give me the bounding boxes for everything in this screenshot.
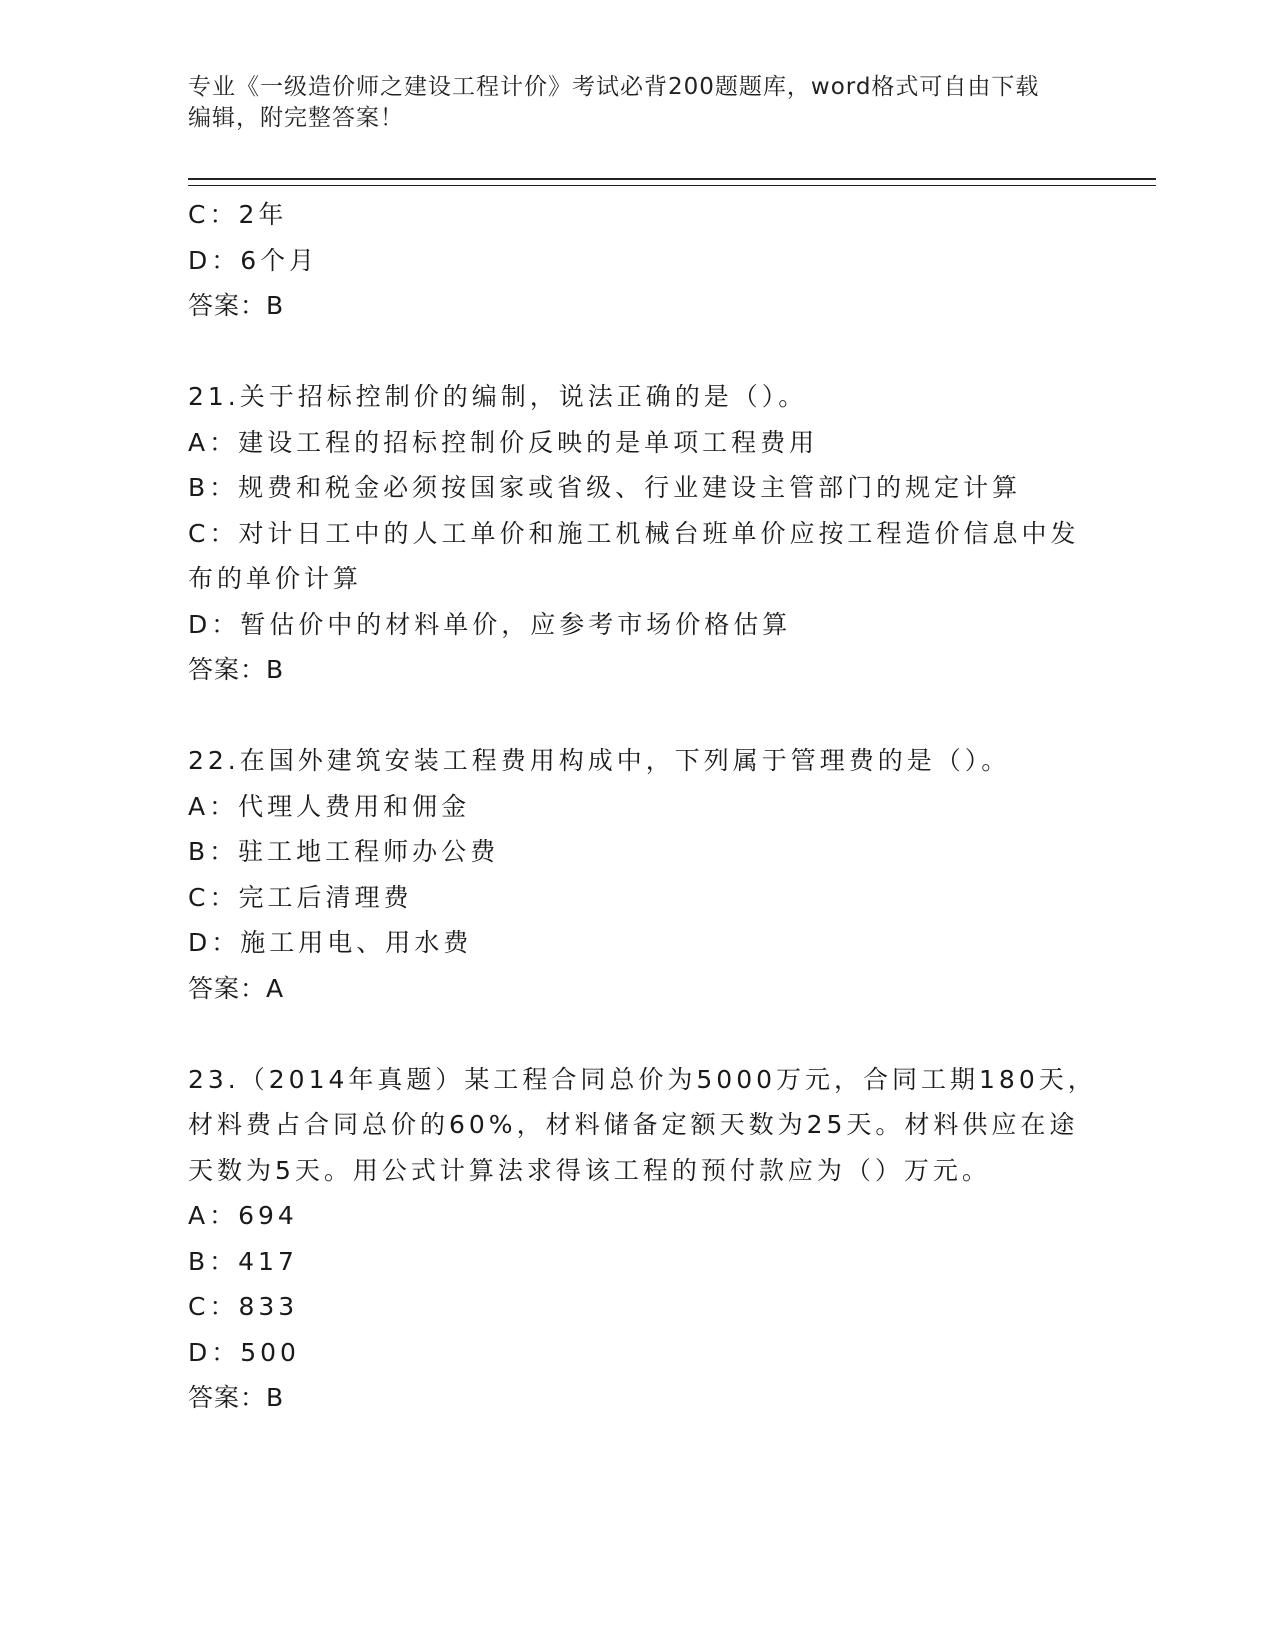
header-divider: [188, 178, 1156, 186]
option-a: A：代理人费用和佣金: [188, 791, 471, 821]
question-stem: 23.（2014年真题）某工程合同总价为5000万元，合同工期180天，: [188, 1064, 1097, 1094]
option-d: D：暂估价中的材料单价，应参考市场价格估算: [188, 609, 792, 639]
question-20-tail: [188, 192, 1088, 329]
spacer: [188, 693, 1088, 739]
question-21: [188, 374, 1088, 693]
question-23: [188, 1057, 1097, 1421]
option-b: B：规费和税金必须按国家或省级、行业建设主管部门的规定计算: [188, 473, 1022, 502]
option-c-continued: 布的单价计算: [188, 564, 363, 593]
option-c: C：2年: [188, 200, 288, 229]
option-d: D：施工用电、用水费: [188, 928, 473, 957]
question-list: [188, 192, 1097, 1421]
spacer: [188, 1011, 1088, 1057]
question-stem-continued: 天数为5天。用公式计算法求得该工程的预付款应为（）万元。: [188, 1155, 991, 1185]
question-22: [188, 738, 1088, 1011]
header-title-line-2: 编辑，附完整答案！: [188, 105, 404, 131]
option-c: C：对计日工中的人工单价和施工机械台班单价应按工程造价信息中发: [188, 518, 1080, 548]
answer: 答案：B: [188, 1383, 285, 1412]
question-stem: 21.关于招标控制价的编制，说法正确的是（）。: [188, 382, 808, 411]
option-b: B：417: [188, 1246, 298, 1276]
option-c: C：833: [188, 1292, 299, 1321]
option-b: B：驻工地工程师办公费: [188, 837, 500, 866]
option-d: D：6个月: [188, 245, 319, 275]
header-title-line-1: 专业《一级造价师之建设工程计价》考试必背200题题库，word格式可自由下载: [188, 74, 1040, 100]
answer: 答案：B: [188, 291, 285, 320]
option-a: A：694: [188, 1201, 298, 1230]
spacer: [188, 329, 1088, 375]
option-d: D：500: [188, 1337, 300, 1367]
question-stem: 22.在国外建筑安装工程费用构成中，下列属于管理费的是（）。: [188, 746, 1011, 775]
answer: 答案：A: [188, 973, 285, 1003]
option-a: A：建设工程的招标控制价反映的是单项工程费用: [188, 427, 819, 457]
page-header: [188, 72, 1078, 134]
option-c: C：完工后清理费: [188, 882, 413, 912]
answer: 答案：B: [188, 655, 285, 684]
question-stem-continued: 材料费占合同总价的60%，材料储备定额天数为25天。材料供应在途: [188, 1110, 1079, 1139]
